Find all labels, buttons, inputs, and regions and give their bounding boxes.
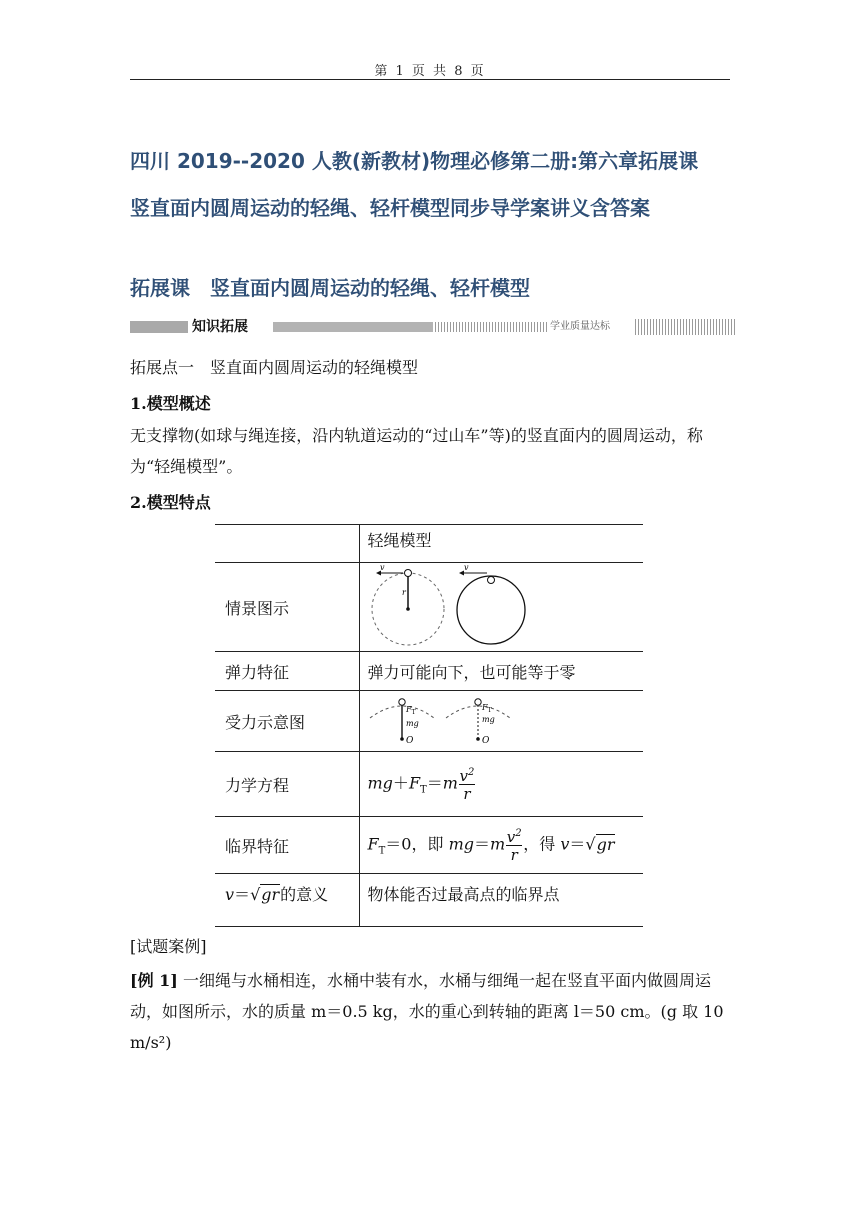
section-title: 拓展课 竖直面内圆周运动的轻绳、轻杆模型 bbox=[130, 276, 530, 300]
table-row-force bbox=[215, 691, 643, 752]
critical-label: 临界特征 bbox=[215, 817, 359, 874]
example-1 bbox=[130, 965, 735, 1058]
center-dot bbox=[406, 607, 410, 611]
meaning-value: 物体能否过最高点的临界点 bbox=[359, 874, 643, 927]
elastic-label: 弹力特征 bbox=[215, 652, 359, 691]
scene-diagram bbox=[368, 565, 543, 649]
example-text: 一细绳与水桶相连，水桶中装有水，水桶与细绳一起在竖直平面内做圆周运动，如图所示，水的质量 m＝0.5 kg，水的重心到转轴的距离 l＝50 cm。(g 取 10 m/s²) bbox=[130, 971, 724, 1052]
arc-right bbox=[446, 706, 510, 718]
banner-bar-middle bbox=[273, 322, 433, 332]
header-rule bbox=[130, 79, 730, 80]
example-label: [例 1] bbox=[130, 971, 178, 990]
model-overview-text: 无支撑物(如球与绳连接，沿内轨道运动的“过山车”等)的竖直面内的圆周运动，称为“轻绳模型”。 bbox=[130, 426, 703, 476]
page-header: 第 1 页 共 8 页 bbox=[374, 64, 486, 79]
velocity-label-right: v bbox=[463, 565, 469, 572]
meaning-label: v＝√gr的意义 bbox=[215, 874, 359, 927]
table-row-meaning bbox=[215, 874, 643, 927]
fraction-v2-over-r-critical: $\frac{v^2}{r}$ bbox=[506, 828, 522, 864]
table-row-critical bbox=[215, 817, 643, 874]
model-table bbox=[215, 524, 643, 927]
scene-cell bbox=[359, 563, 643, 652]
radius-label: r bbox=[401, 588, 406, 597]
table-row-scene bbox=[215, 563, 643, 652]
document-title: 四川 2019--2020 人教(新教材)物理必修第二册:第六章拓展课 竖直面内圆周运动的轻绳、轻杆模型同步导学案讲义含答案 bbox=[130, 149, 719, 220]
table-corner-cell bbox=[215, 525, 359, 563]
banner-tag: 学业质量达标 bbox=[550, 321, 610, 332]
force-diagram bbox=[368, 696, 528, 746]
ball-in-track bbox=[487, 577, 494, 584]
center-right bbox=[476, 737, 480, 741]
force-cell bbox=[359, 691, 643, 752]
table-header-row bbox=[215, 525, 643, 563]
center-left bbox=[400, 737, 404, 741]
gravity-label-right: mg bbox=[481, 715, 495, 724]
inner-track bbox=[457, 576, 525, 644]
table-row-dynamics bbox=[215, 752, 643, 817]
banner-stripes-right bbox=[635, 319, 737, 335]
critical-condition: $F_T=0$，即 mg＝m $\frac{v^2}{r}$ ，得 v＝√gr bbox=[359, 817, 643, 874]
cases-heading: [试题案例] bbox=[130, 937, 207, 956]
tension-label-right: $F_T$ bbox=[481, 703, 492, 714]
force-label: 受力示意图 bbox=[215, 691, 359, 752]
gravity-label-left: mg bbox=[405, 719, 419, 728]
banner-stripes-left bbox=[435, 322, 548, 332]
knowledge-banner bbox=[130, 317, 737, 337]
banner-bar-left bbox=[130, 321, 188, 333]
center-label-left: O bbox=[405, 736, 413, 746]
dynamics-equation: $mg+F_T=m$ $\frac{v^2}{r}$ bbox=[359, 752, 643, 817]
ball-left bbox=[398, 699, 404, 705]
velocity-label-left: v bbox=[379, 565, 385, 572]
elastic-value: 弹力可能向下，也可能等于零 bbox=[359, 652, 643, 691]
subsection-2-title: 2.模型特点 bbox=[130, 493, 211, 512]
center-label-right: O bbox=[481, 736, 489, 746]
table-row-elastic bbox=[215, 652, 643, 691]
ball-right bbox=[474, 699, 480, 705]
banner-label: 知识拓展 bbox=[192, 319, 248, 335]
fraction-v2-over-r: $\frac{v^2}{r}$ bbox=[459, 767, 475, 803]
ball-on-rope bbox=[404, 570, 411, 577]
point-title: 拓展点一 竖直面内圆周运动的轻绳模型 bbox=[130, 358, 419, 377]
scene-label: 情景图示 bbox=[215, 563, 359, 652]
table-header-cell: 轻绳模型 bbox=[359, 525, 643, 563]
subsection-1-title: 1.模型概述 bbox=[130, 394, 211, 413]
tension-label-left: $F_T$ bbox=[405, 705, 416, 716]
dynamics-label: 力学方程 bbox=[215, 752, 359, 817]
